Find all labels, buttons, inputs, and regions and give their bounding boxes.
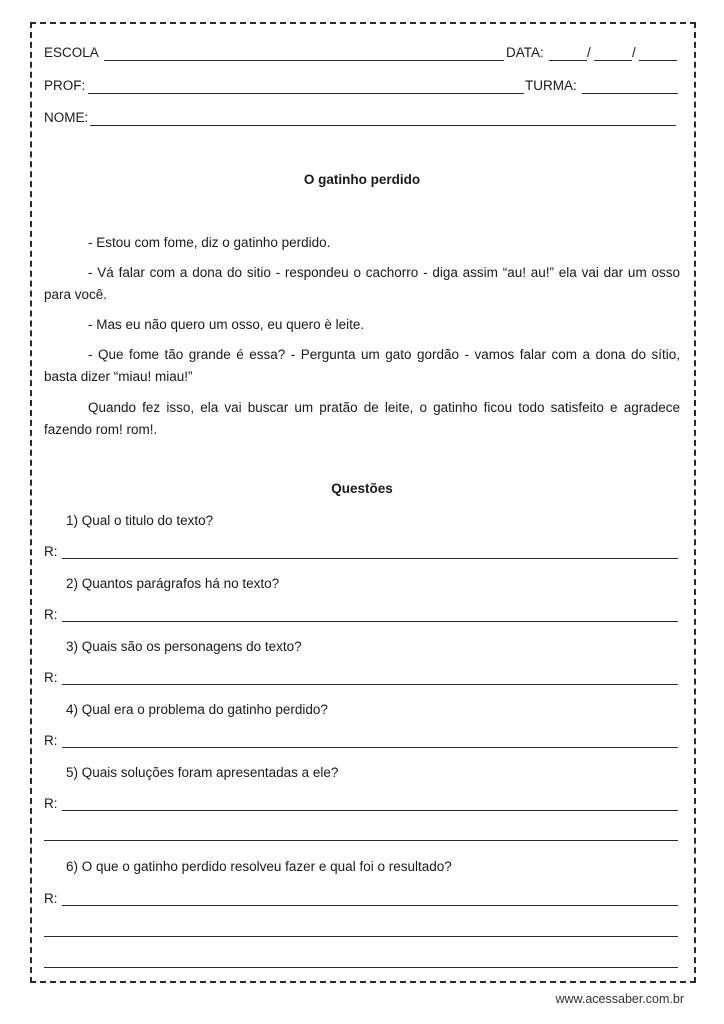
answer-line[interactable] — [62, 684, 678, 685]
answer-line[interactable] — [44, 936, 678, 937]
footer-website: www.acessaber.com.br — [555, 992, 684, 1006]
date-year-line[interactable] — [639, 60, 677, 61]
question-1: 1) Qual o titulo do texto? — [66, 513, 214, 528]
answer-label: R: — [44, 796, 58, 811]
date-separator: / — [587, 45, 591, 60]
answer-label: R: — [44, 544, 58, 559]
questions-heading: Questões — [331, 481, 393, 496]
answer-label: R: — [44, 670, 58, 685]
class-field-line[interactable] — [582, 93, 678, 94]
question-2: 2) Quantos parágrafos há no texto? — [66, 576, 280, 591]
date-separator: / — [632, 45, 636, 60]
story-paragraph: - Estou com fome, diz o gatinho perdido. — [88, 235, 331, 250]
class-label: TURMA: — [525, 78, 577, 93]
answer-line[interactable] — [44, 967, 678, 968]
date-day-line[interactable] — [549, 60, 587, 61]
story-title: O gatinho perdido — [303, 172, 421, 187]
answer-label: R: — [44, 607, 58, 622]
question-4: 4) Qual era o problema do gatinho perdido? — [66, 702, 328, 717]
teacher-label: PROF: — [44, 78, 86, 93]
answer-line[interactable] — [62, 905, 678, 906]
story-paragraph: - Que fome tão grande é essa? - Pergunta um gato gordão - vamos falar com a dona do sítio, basta dizer “miau! miau!” — [44, 347, 680, 384]
worksheet-border — [30, 22, 696, 983]
story-paragraph: - Vá falar com a dona do sitio - respondeu o cachorro - diga assim “au! au!” ela vai dar um osso para você. — [44, 265, 680, 302]
school-label: ESCOLA — [44, 45, 99, 60]
answer-label: R: — [44, 891, 58, 906]
answer-line[interactable] — [62, 747, 678, 748]
question-6: 6) O que o gatinho perdido resolveu fazer e qual foi o resultado? — [66, 859, 452, 874]
date-month-line[interactable] — [594, 60, 632, 61]
answer-line[interactable] — [62, 558, 678, 559]
school-field-line[interactable] — [104, 60, 504, 61]
question-5: 5) Quais soluções foram apresentadas a ele? — [66, 765, 339, 780]
name-label: NOME: — [44, 110, 89, 125]
story-paragraph: Quando fez isso, ela vai buscar um pratão de leite, o gatinho ficou todo satisfeito e agradece fazendo rom! rom!. — [44, 400, 680, 437]
name-field-line[interactable] — [90, 125, 676, 126]
teacher-field-line[interactable] — [88, 93, 524, 94]
answer-line[interactable] — [62, 621, 678, 622]
answer-line[interactable] — [44, 840, 678, 841]
answer-label: R: — [44, 733, 58, 748]
answer-line[interactable] — [62, 810, 678, 811]
question-3: 3) Quais são os personagens do texto? — [66, 639, 302, 654]
date-label: DATA: — [506, 45, 544, 60]
story-paragraph: - Mas eu não quero um osso, eu quero è leite. — [88, 317, 365, 332]
